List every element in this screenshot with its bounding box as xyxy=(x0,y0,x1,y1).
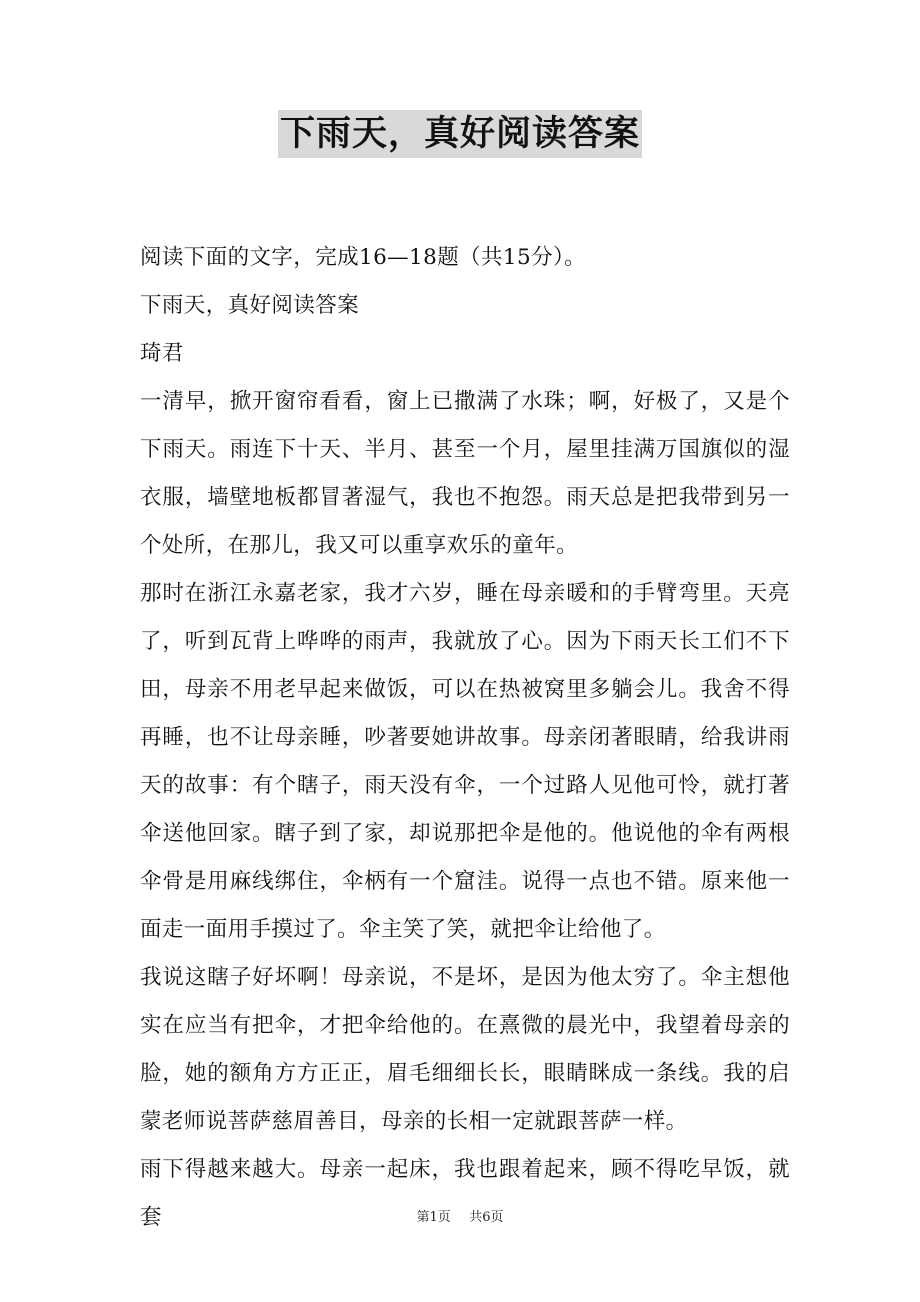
paragraph-body-4: 雨下得越来越大。母亲一起床，我也跟着起来，顾不得吃早饭，就套 xyxy=(140,1157,790,1230)
document-title: 下雨天，真好阅读答案 xyxy=(278,110,642,158)
page-number: 第1页 xyxy=(416,1210,451,1225)
paragraph-instruction: 阅读下面的文字，完成16—18题（共15分）。 xyxy=(140,245,587,270)
title-container xyxy=(0,110,920,158)
paragraph-article-title: 下雨天，真好阅读答案 xyxy=(140,293,360,318)
document-body xyxy=(140,234,790,1242)
page-total: 共6页 xyxy=(469,1210,504,1225)
paragraph-author: 琦君 xyxy=(140,341,184,366)
page-footer xyxy=(0,1206,920,1225)
paragraph-body-3: 我说这瞎子好坏啊！母亲说，不是坏，是因为他太穷了。伞主想他实在应当有把伞，才把伞给他的。在熹微的晨光中，我望着母亲的脸，她的额角方方正正，眉毛细细长长，眼睛眯成一条线。我的启蒙老师说菩萨慈眉善目，母亲的长相一定就跟菩萨一样。 xyxy=(140,965,790,1134)
paragraph-body-2: 那时在浙江永嘉老家，我才六岁，睡在母亲暖和的手臂弯里。天亮了，听到瓦背上哗哗的雨声，我就放了心。因为下雨天长工们不下田，母亲不用老早起来做饭，可以在热被窝里多躺会儿。我舍不得再睡，也不让母亲睡，吵著要她讲故事。母亲闭著眼睛，给我讲雨天的故事：有个瞎子，雨天没有伞，一个过路人见他可怜，就打著伞送他回家。瞎子到了家，却说那把伞是他的。他说他的伞有两根伞骨是用麻线绑住，伞柄有一个窟洼。说得一点也不错。原来他一面走一面用手摸过了。伞主笑了笑，就把伞让给他了。 xyxy=(140,581,790,942)
paragraph-body-1: 一清早，掀开窗帘看看，窗上已撒满了水珠；啊，好极了，又是个下雨天。雨连下十天、半月、甚至一个月，屋里挂满万国旗似的湿衣服，墙壁地板都冒著湿气，我也不抱怨。雨天总是把我带到另一个处所，在那儿，我又可以重享欢乐的童年。 xyxy=(140,389,790,558)
